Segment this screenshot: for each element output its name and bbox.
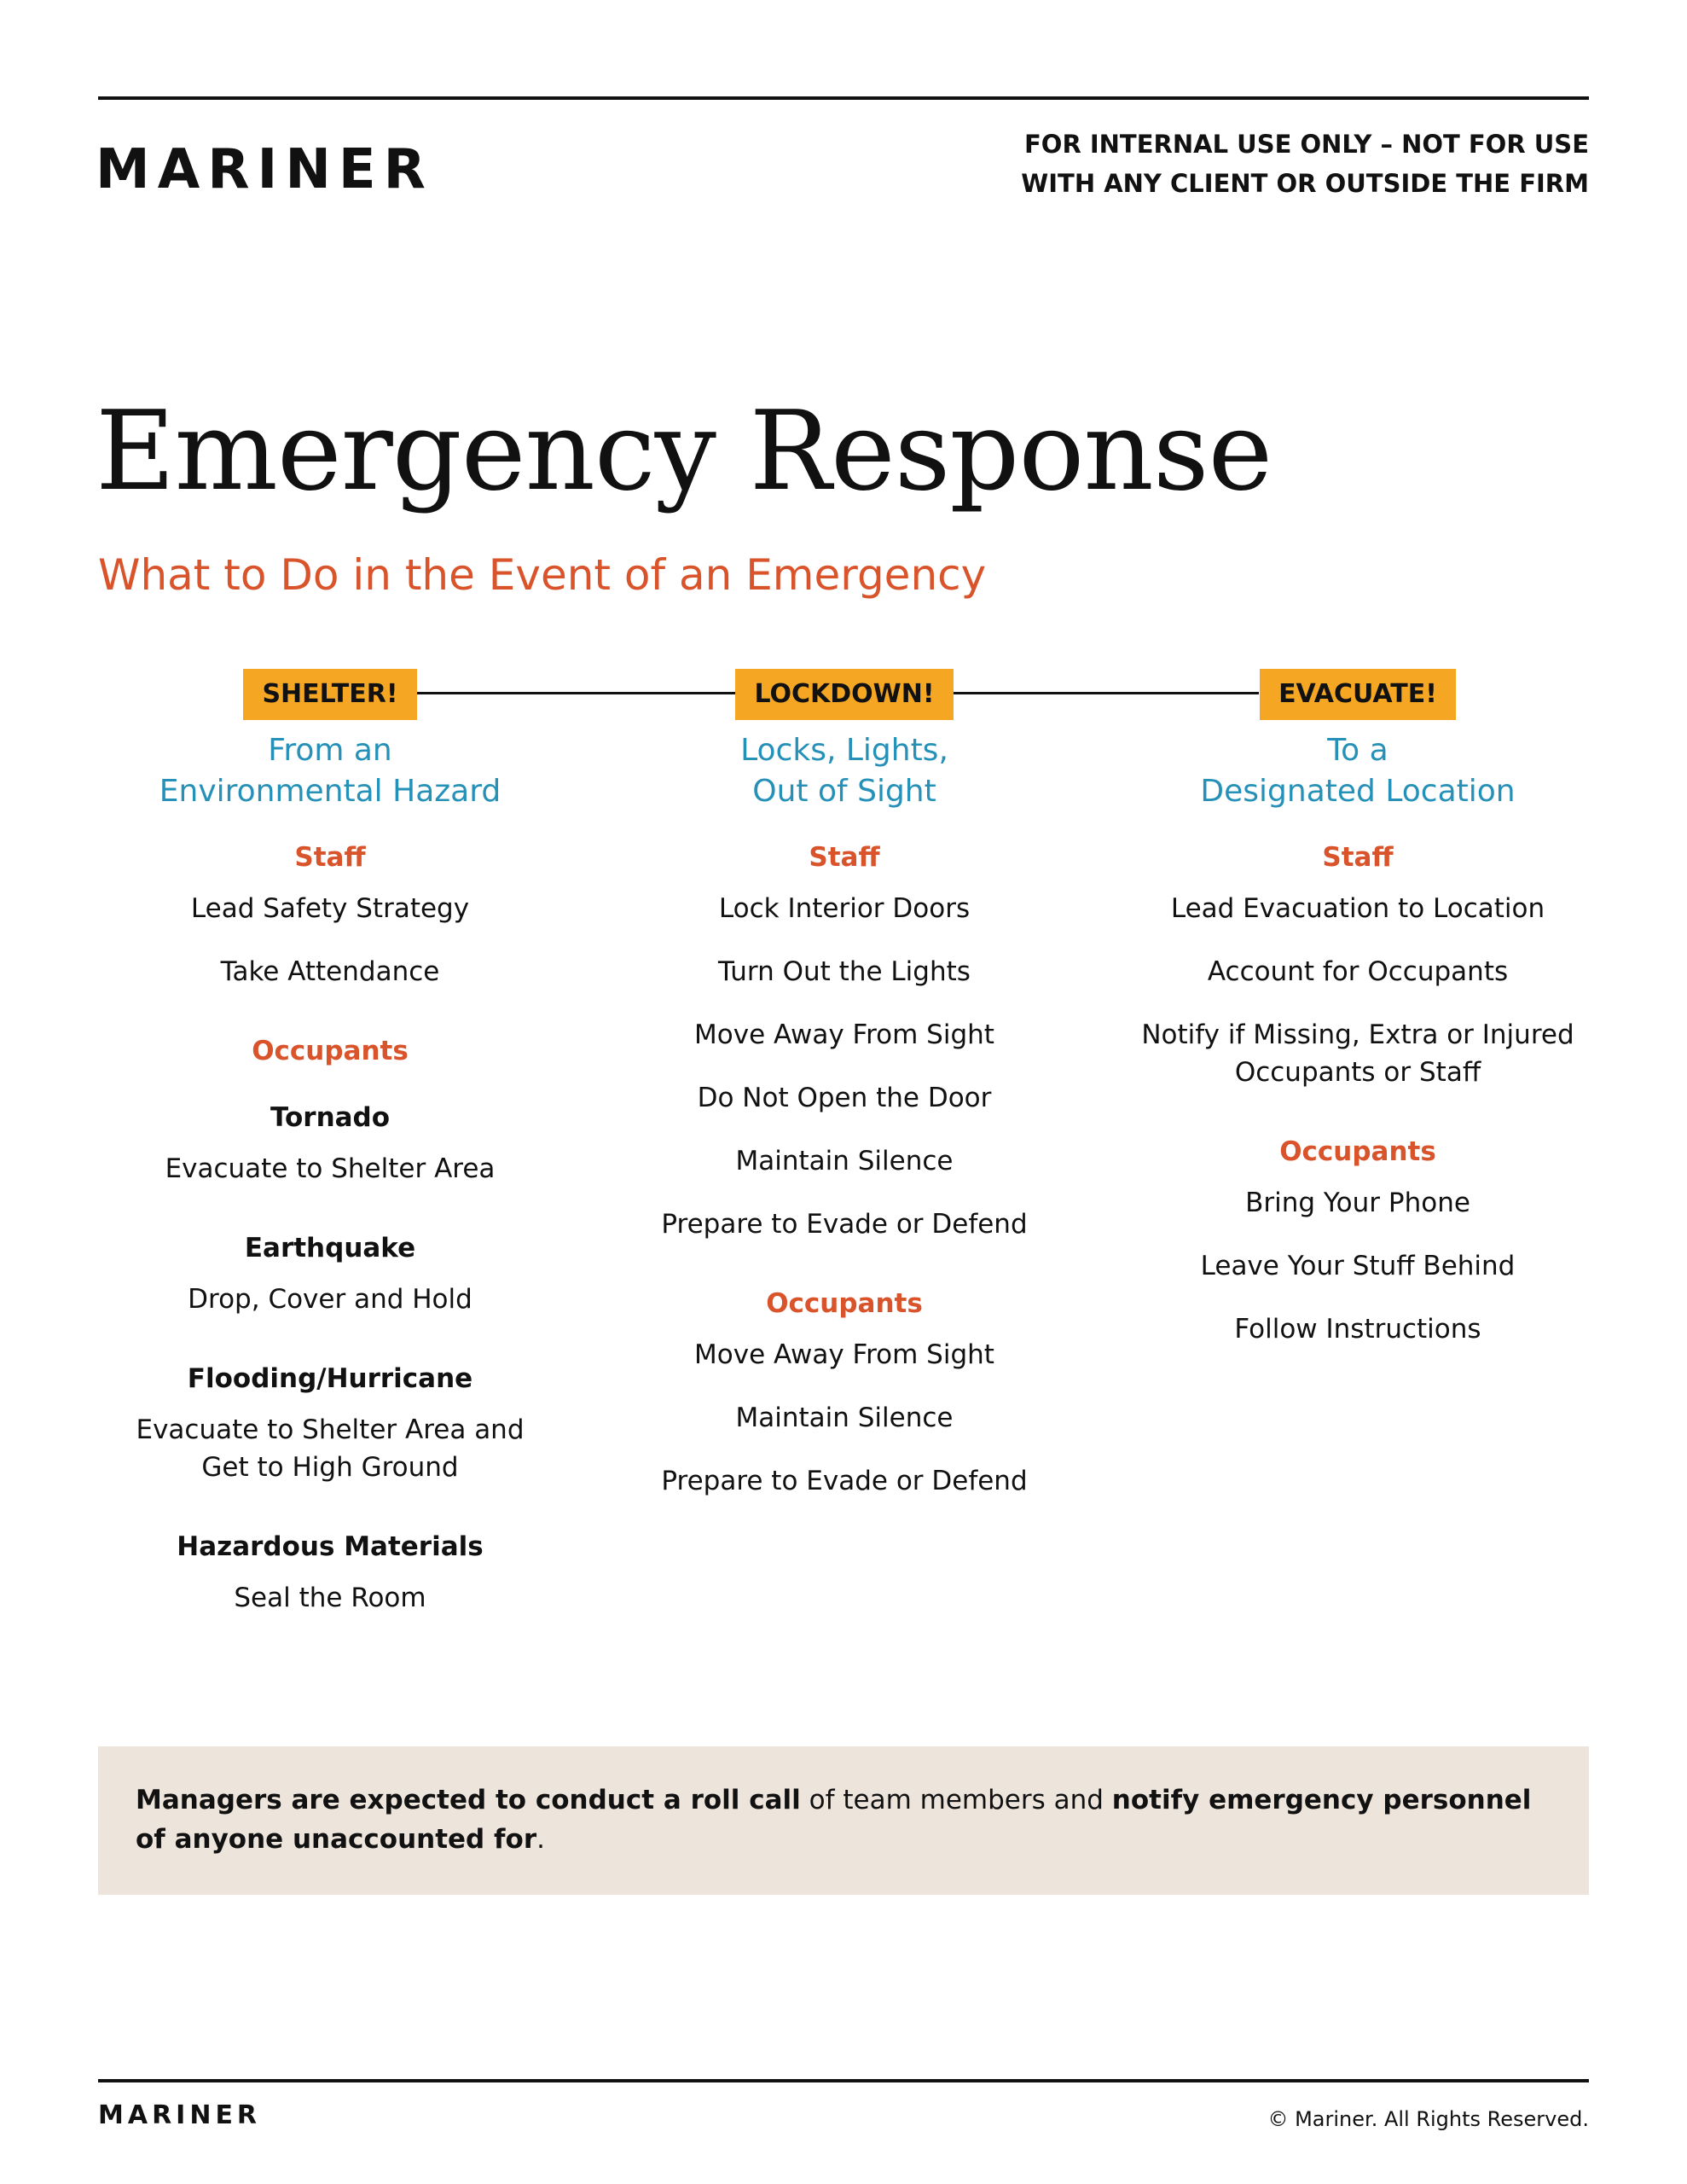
- staff-heading: Staff: [809, 842, 880, 873]
- staff-item: Account for Occupants: [1207, 956, 1509, 987]
- occupant-item: Follow Instructions: [1234, 1314, 1481, 1345]
- internal-use-disclaimer: [1021, 125, 1589, 203]
- lockdown-tagline: [614, 730, 1075, 812]
- lockdown-badge: LOCKDOWN!: [735, 669, 953, 720]
- note-bold-1: Managers are expected to conduct a roll call: [136, 1785, 801, 1815]
- hazard-action: Evacuate to Shelter Area and: [136, 1414, 525, 1445]
- tagline-line-1: To a: [1327, 733, 1388, 768]
- staff-item: Move Away From Sight: [694, 1019, 994, 1050]
- staff-item-continued: Occupants or Staff: [1234, 1057, 1481, 1088]
- manager-roll-call-note: [98, 1746, 1589, 1895]
- footer-rule: [98, 2079, 1589, 2082]
- staff-heading: Staff: [1322, 842, 1394, 873]
- hazard-action: Evacuate to Shelter Area: [165, 1153, 496, 1184]
- occupant-item: Move Away From Sight: [694, 1339, 994, 1370]
- occupant-item: Leave Your Stuff Behind: [1200, 1251, 1516, 1281]
- hazard-action: Seal the Room: [234, 1583, 426, 1613]
- tagline-line-1: From an: [268, 733, 392, 768]
- tagline-line-2: Out of Sight: [752, 774, 936, 809]
- staff-item: Lock Interior Doors: [718, 893, 971, 924]
- note-plain-1: of team members and: [800, 1785, 1112, 1815]
- top-rule: [98, 96, 1589, 100]
- hazard-name: Hazardous Materials: [177, 1531, 484, 1562]
- lockdown-column: [614, 669, 1075, 1500]
- staff-item: Take Attendance: [220, 956, 440, 987]
- hazard-action: Drop, Cover and Hold: [188, 1284, 472, 1315]
- note-plain-2: .: [536, 1824, 545, 1855]
- occupants-heading: Occupants: [766, 1288, 923, 1319]
- copyright-notice: © Mariner. All Rights Reserved.: [1267, 2107, 1589, 2131]
- mariner-logo: MARINER: [96, 138, 433, 201]
- staff-item: Lead Evacuation to Location: [1170, 893, 1545, 924]
- note-text: [136, 1780, 1551, 1859]
- page-title: Emergency Response: [96, 388, 1272, 515]
- occupant-item: Prepare to Evade or Defend: [661, 1466, 1028, 1496]
- hazard-name: Flooding/Hurricane: [187, 1363, 473, 1394]
- page-subtitle: What to Do in the Event of an Emergency: [98, 550, 987, 600]
- hazard-name: Tornado: [270, 1102, 391, 1133]
- hazard-action-continued: Get to High Ground: [201, 1452, 459, 1483]
- shelter-column: [100, 669, 560, 1617]
- staff-item: Maintain Silence: [735, 1146, 954, 1176]
- disclaimer-line-1: FOR INTERNAL USE ONLY – NOT FOR USE: [1023, 130, 1589, 159]
- tagline-line-1: Locks, Lights,: [740, 733, 948, 768]
- shelter-tagline: [100, 730, 560, 812]
- hazard-name: Earthquake: [244, 1233, 416, 1263]
- occupant-item: Bring Your Phone: [1245, 1188, 1470, 1218]
- evacuate-badge: EVACUATE!: [1260, 669, 1456, 720]
- staff-item: Lead Safety Strategy: [190, 893, 470, 924]
- staff-heading: Staff: [294, 842, 366, 873]
- footer-logo: MARINER: [98, 2100, 262, 2130]
- occupant-item: Maintain Silence: [735, 1403, 954, 1433]
- staff-item: Do Not Open the Door: [697, 1083, 992, 1113]
- tagline-line-2: Designated Location: [1200, 774, 1516, 809]
- note-bold-2: notify emergency personnel of anyone unaccounted for: [136, 1785, 1532, 1855]
- tagline-line-2: Environmental Hazard: [159, 774, 501, 809]
- occupants-heading: Occupants: [1279, 1136, 1436, 1167]
- evacuate-tagline: [1128, 730, 1588, 812]
- staff-item: Notify if Missing, Extra or Injured: [1141, 1019, 1574, 1050]
- shelter-badge: SHELTER!: [243, 669, 416, 720]
- evacuate-column: [1128, 669, 1588, 1348]
- disclaimer-line-2: WITH ANY CLIENT OR OUTSIDE THE FIRM: [1021, 169, 1589, 198]
- staff-item: Prepare to Evade or Defend: [661, 1209, 1028, 1240]
- occupants-heading: Occupants: [252, 1036, 409, 1066]
- staff-item: Turn Out the Lights: [718, 956, 971, 987]
